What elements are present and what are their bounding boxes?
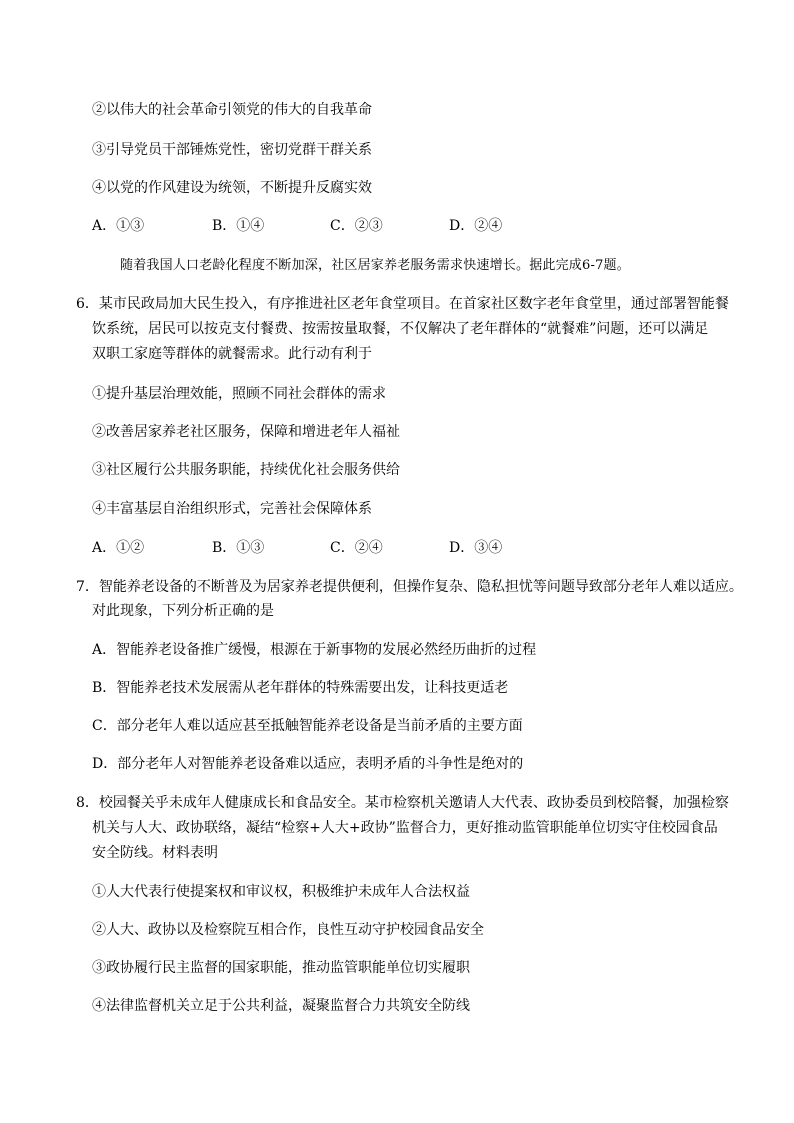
q6-statement-3: ③社区履行公共服务职能，持续优化社会服务供给 <box>92 462 400 478</box>
q8-statement-4: ④法律监督机关立足于公共利益，凝聚监督合力共筑安全防线 <box>92 998 470 1014</box>
q7-option-d: D．部分老年人对智能养老设备难以适应，表明矛盾的斗争性是绝对的 <box>92 756 524 772</box>
q5-statement-4: ④以党的作风建设为统领，不断提升反腐实效 <box>92 180 372 196</box>
q7-option-b: B．智能养老技术发展需从老年群体的特殊需要出发，让科技更适老 <box>92 680 509 696</box>
q6-stem-line-1: 6．某市民政局加大民生投入，有序推进社区老年食堂项目。在首家社区数字老年食堂里，通过部署智能餐 <box>76 296 729 312</box>
q5-option-b: B．①④ <box>212 218 265 234</box>
q8-statement-3: ③政协履行民主监督的国家职能，推动监管职能单位切实履职 <box>92 960 470 976</box>
q6-option-b: B．①③ <box>212 540 265 556</box>
q5-option-a: A．①③ <box>92 218 145 234</box>
q6-stem-line-3: 双职工家庭等群体的就餐需求。此行动有利于 <box>92 346 372 362</box>
q8-stem-line-2: 机关与人大、政协联络，凝结“检察+人大+政协”监督合力，更好推动监管职能单位切实守住校园食品 <box>92 820 718 836</box>
q8-statement-2: ②人大、政协以及检察院互相合作，良性互动守护校园食品安全 <box>92 922 484 938</box>
q5-option-c: C．②③ <box>330 218 383 234</box>
q7-stem-line-1: 7．智能养老设备的不断普及为居家养老提供便利，但操作复杂、隐私担忧等问题导致部分老年人难以适应。 <box>76 579 743 595</box>
q6-option-d: D．③④ <box>449 540 503 556</box>
q6-options <box>92 538 692 558</box>
section-intro: 随着我国人口老龄化程度不断加深，社区居家养老服务需求快速增长。据此完成6-7题。 <box>120 258 630 273</box>
q7-stem-line-2: 对此现象，下列分析正确的是 <box>92 603 274 619</box>
q6-option-a: A．①② <box>92 540 145 556</box>
q8-stem-line-3: 安全防线。材料表明 <box>92 845 218 861</box>
q6-stem-line-2: 饮系统，居民可以按克支付餐费、按需按量取餐，不仅解决了老年群体的“就餐难”问题，还可以满足 <box>92 321 709 337</box>
q8-stem-line-1: 8．校园餐关乎未成年人健康成长和食品安全。某市检察机关邀请人大代表、政协委员到校陪餐，加强检察 <box>76 795 729 811</box>
q5-options <box>92 216 692 236</box>
q7-option-c: C．部分老年人难以适应甚至抵触智能养老设备是当前矛盾的主要方面 <box>92 718 523 734</box>
q5-statement-3: ③引导党员干部锤炼党性，密切党群干群关系 <box>92 142 372 158</box>
q6-option-c: C．②④ <box>330 540 383 556</box>
q6-statement-1: ①提升基层治理效能，照顾不同社会群体的需求 <box>92 386 386 402</box>
q8-statement-1: ①人大代表行使提案权和审议权，积极维护未成年人合法权益 <box>92 884 470 900</box>
q5-statement-2: ②以伟大的社会革命引领党的伟大的自我革命 <box>92 102 372 118</box>
q5-option-d: D．②④ <box>449 218 503 234</box>
q6-statement-2: ②改善居家养老社区服务，保障和增进老年人福祉 <box>92 424 400 440</box>
q6-statement-4: ④丰富基层自治组织形式，完善社会保障体系 <box>92 501 372 517</box>
q7-option-a: A．智能养老设备推广缓慢，根源在于新事物的发展必然经历曲折的过程 <box>92 642 537 658</box>
